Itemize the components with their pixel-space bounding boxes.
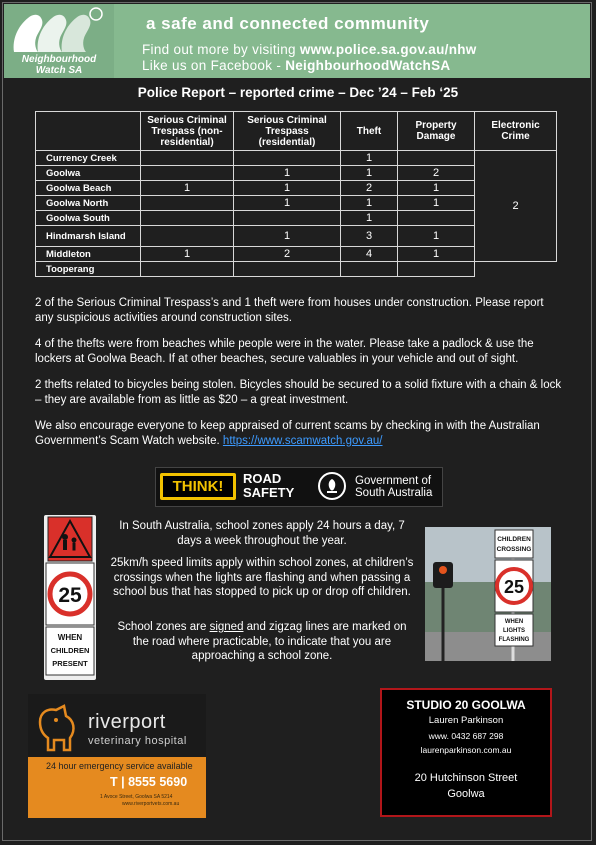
riverport-web: www.riverportvets.com.au [122, 801, 180, 807]
police-url[interactable]: www.police.sa.gov.au/nhw [299, 42, 477, 57]
children-crossing-photo [425, 527, 551, 661]
table-header-row [36, 112, 557, 151]
left-sign-line1: WHEN [57, 633, 83, 642]
damage-cell [398, 262, 475, 277]
road-safety-label [243, 472, 313, 500]
sct-non-cell [141, 211, 234, 226]
location-cell: Goolwa South [36, 211, 141, 226]
visit-prefix: Find out more by visiting [142, 42, 300, 57]
table-row [36, 151, 557, 166]
studio-town: Goolwa [447, 788, 485, 800]
damage-cell: 1 [398, 247, 475, 262]
school-zone-speed-text: 25km/h speed limits apply within school zones, at children’s crossings when the lights are flashing and when passing a school bus that has stopped to pick up or drop off children. [110, 557, 414, 598]
column-header: Electronic Crime [475, 112, 557, 151]
silhouette-icon [4, 4, 114, 54]
riverport-address: 1 Avoce Street, Goolwa SA 5214 [100, 794, 173, 800]
sct-res-cell [234, 262, 341, 277]
sct-res-cell [234, 211, 341, 226]
damage-cell: 1 [398, 181, 475, 196]
facebook-prefix: Like us on Facebook - [142, 58, 286, 73]
signage-before: School zones are [117, 621, 210, 633]
crime-table [35, 111, 557, 277]
riverport-phone: T | 8555 5690 [110, 775, 188, 789]
sct-non-cell [141, 196, 234, 211]
sct-res-cell: 2 [234, 247, 341, 262]
report-title: Police Report – reported crime – Dec ’24 – Feb ‘25 [137, 85, 459, 100]
paragraph-beaches: 4 of the thefts were from beaches while people were in the water. Please take a padlock & use the lockers at Goolwa Beach. If at other beaches, secure valuables in your vehicle and out of sight. [35, 338, 534, 365]
tagline: a safe and connected community [146, 14, 430, 33]
gov-line2: South Australia [355, 487, 433, 499]
left-sign-line2: CHILDREN [50, 646, 90, 655]
column-header: Serious Criminal Trespass (non-residential) [141, 112, 234, 151]
school-zone-sign-left [44, 515, 96, 680]
signage-after: and zigzag lines are marked on the road where practicable, to indicate that you are approaching a school zone. [132, 621, 407, 662]
right-sign-top1: CHILDREN [497, 536, 531, 543]
visit-line [142, 42, 477, 57]
studio-20-ad [380, 688, 552, 817]
column-header: Serious Criminal Trespass (residential) [234, 112, 341, 151]
corner-cell [36, 112, 141, 151]
safety-label: SAFETY [243, 485, 295, 500]
sct-non-cell: 1 [141, 247, 234, 262]
studio-name: Lauren Parkinson [428, 715, 504, 726]
sct-non-cell: 1 [141, 181, 234, 196]
theft-cell: 1 [341, 211, 398, 226]
right-sign-bottom1: WHEN [504, 619, 524, 625]
sct-res-cell: 1 [234, 166, 341, 181]
location-cell: Goolwa [36, 166, 141, 181]
location-cell: Goolwa Beach [36, 181, 141, 196]
theft-cell: 4 [341, 247, 398, 262]
sct-res-cell: 1 [234, 181, 341, 196]
government-label [355, 475, 440, 499]
riverport-name: riverport [88, 711, 166, 733]
scam-text: We also encourage everyone to keep appraised of current scams by checking in with the Australian Government’s Scam Watch website. [35, 420, 540, 447]
signage-underlined: signed [209, 621, 244, 633]
location-cell: Currency Creek [36, 151, 141, 166]
riverport-vet-ad [28, 694, 206, 818]
sct-non-cell [141, 226, 234, 247]
theft-cell: 3 [341, 226, 398, 247]
dog-logo-icon [34, 702, 84, 757]
location-cell: Goolwa North [36, 196, 141, 211]
theft-cell: 1 [341, 166, 398, 181]
studio-title: STUDIO 20 GOOLWA [406, 698, 526, 712]
sct-res-cell [234, 151, 341, 166]
sct-non-cell [141, 151, 234, 166]
right-sign-speed: 25 [503, 577, 525, 597]
location-cell: Tooperang [36, 262, 141, 277]
facebook-line [142, 58, 450, 73]
school-zone-signage-text [108, 620, 416, 664]
table-row [36, 262, 557, 277]
theft-cell [341, 262, 398, 277]
damage-cell: 1 [398, 226, 475, 247]
studio-web: laurenparkinson.com.au [420, 745, 512, 755]
theft-cell: 1 [341, 196, 398, 211]
damage-cell: 2 [398, 166, 475, 181]
damage-cell [398, 211, 475, 226]
think-label: THINK! [163, 476, 233, 497]
paragraph-bicycles: 2 thefts related to bicycles being stolen. Bicycles should be secured to a solid fixture with a chain & lock – they are available from as little as $20 – a great investment. [35, 379, 562, 406]
damage-cell [398, 151, 475, 166]
right-sign-bottom3: FLASHING [498, 637, 530, 643]
think-badge [160, 473, 236, 500]
facebook-name[interactable]: NeighbourhoodWatchSA [285, 58, 451, 73]
scamwatch-link[interactable]: https://www.scamwatch.gov.au/ [222, 434, 383, 447]
electronic-crime-cell: 2 [475, 151, 557, 262]
right-sign-top2: CROSSING [496, 546, 532, 553]
road-label: ROAD [243, 471, 282, 486]
sct-res-cell: 1 [234, 196, 341, 211]
studio-address: 20 Hutchinson Street [414, 772, 518, 784]
right-sign-bottom2: LIGHTS [503, 628, 525, 634]
left-sign-line3: PRESENT [52, 659, 88, 668]
sct-non-cell [141, 166, 234, 181]
column-header: Theft [341, 112, 398, 151]
gov-line1: Government of [355, 475, 432, 487]
sct-non-cell [141, 262, 234, 277]
left-sign-speed: 25 [58, 584, 82, 607]
logo-text: Neighbourhood Watch SA [21, 54, 97, 76]
paragraph-scams [35, 419, 565, 448]
sct-res-cell: 1 [234, 226, 341, 247]
studio-phone: www. 0432 687 298 [428, 731, 504, 741]
location-cell: Middleton [36, 247, 141, 262]
school-zone-hours-text: In South Australia, school zones apply 24 hours a day, 7 days a week throughout the year. [119, 520, 405, 547]
theft-cell: 1 [341, 151, 398, 166]
riverport-contact-strip [28, 757, 206, 818]
column-header: Property Damage [398, 112, 475, 151]
damage-cell: 1 [398, 196, 475, 211]
riverport-emergency: 24 hour emergency service available [46, 761, 193, 771]
theft-cell: 2 [341, 181, 398, 196]
electronic-crime-empty-cell [475, 262, 557, 277]
riverport-subtitle: veterinary hospital [88, 735, 187, 747]
header-banner [4, 4, 590, 78]
sa-government-crest-icon [318, 472, 346, 500]
location-cell: Hindmarsh Island [36, 226, 141, 247]
think-road-safety-banner [155, 467, 443, 507]
neighbourhood-watch-logo [4, 4, 114, 78]
paragraph-construction: 2 of the Serious Criminal Trespass’s and 1 theft were from houses under construction. Please report any suspicious activities around construction sites. [35, 297, 544, 324]
